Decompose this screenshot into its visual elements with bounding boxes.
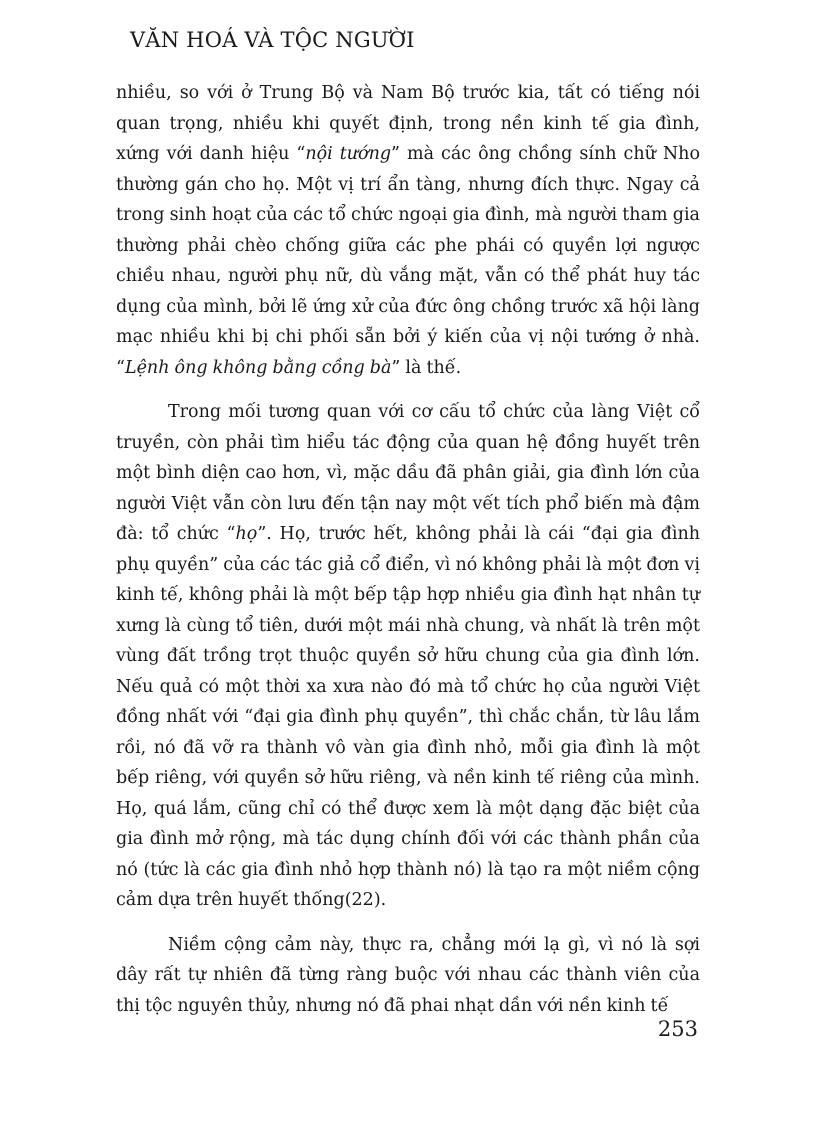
- text-segment: ” là thế.: [391, 357, 462, 378]
- text-segment: Niềm cộng cảm này, thực ra, chẳng mới lạ gì, vì nó là sợi dây rất tự nhiên đã từng ràng buộc với nhau các thành viên của thị tộc nguyên thủy, nhưng nó đã phai nhạt dần với nền kinh tế: [116, 934, 700, 1016]
- italic-term-ho: họ: [235, 524, 258, 544]
- italic-proverb: Lệnh ông không bằng cồng bà: [124, 357, 392, 378]
- body-text: [116, 78, 700, 1035]
- text-segment: ”. Họ, trước hết, không phải là cái “đại gia đình phụ quyền” của các tác giả cổ điển, vì nó không phải là một đơn vị kinh tế, không phải là một bếp tập hợp nhiều gia đình hạt nhân tự xưng là cùng tổ tiên, dưới một mái nhà chung, và nhất là trên một vùng đất trồng trọt thuộc quyền sở hữu chung của gia đình lớn. Nếu quả có một thời xa xưa nào đó mà tổ chức họ của người Việt đồng nhất với “đại gia đình phụ quyền”, thì chắc chắn, từ lâu lắm rồi, nó đã vỡ ra thành vô vàn gia đình nhỏ, mỗi gia đình là một bếp riêng, với quyền sở hữu riêng, và nền kinh tế riêng của mình. Họ, quá lắm, cũng chỉ có thể được xem là một dạng đặc biệt của gia đình mở rộng, mà tác dụng chính đối với các thành phần của nó (tức là các gia đình nhỏ hợp thành nó) là tạo ra một niềm cộng cảm dựa trên huyết thống(22).: [116, 524, 700, 910]
- text-segment: ” mà các ông chồng sính chữ Nho thường gán cho họ. Một vị trí ẩn tàng, nhưng đích thực. Ngay cả trong sinh hoạt của các tổ chức ngoại gia đình, mà người tham gia thường phải chèo chống giữa các phe phái có quyền lợi ngược chiều nhau, người phụ nữ, dù vắng mặt, vẫn có thể phát huy tác dụng của mình, bởi lẽ ứng xử của đức ông chồng trước xã hội làng mạc nhiều khi bị chi phối sẵn bởi ý kiến của vị nội tướng ở nhà. “: [116, 144, 700, 378]
- text-segment: nhiều, so với ở Trung Bộ và Nam Bộ trước kia, tất có tiếng nói quan trọng, nhiều khi quyết định, trong nền kinh tế gia đình, xứng với danh hiệu “: [116, 83, 700, 164]
- page-number: 253: [657, 1017, 698, 1041]
- italic-term-noi-tuong: nội tướng: [305, 144, 392, 164]
- running-head: VĂN HOÁ VÀ TỘC NGƯỜI: [130, 28, 415, 52]
- paragraph-3: [116, 930, 700, 1022]
- paragraph-1: [116, 78, 700, 383]
- paragraph-2: [116, 397, 700, 916]
- text-segment: Trong mối tương quan với cơ cấu tổ chức của làng Việt cổ truyền, còn phải tìm hiểu tác động của quan hệ đồng huyết trên một bình diện cao hơn, vì, mặc dầu đã phân giải, gia đình lớn của người Việt vẫn còn lưu đến tận nay một vết tích phổ biến mà đậm đà: tổ chức “: [116, 402, 700, 544]
